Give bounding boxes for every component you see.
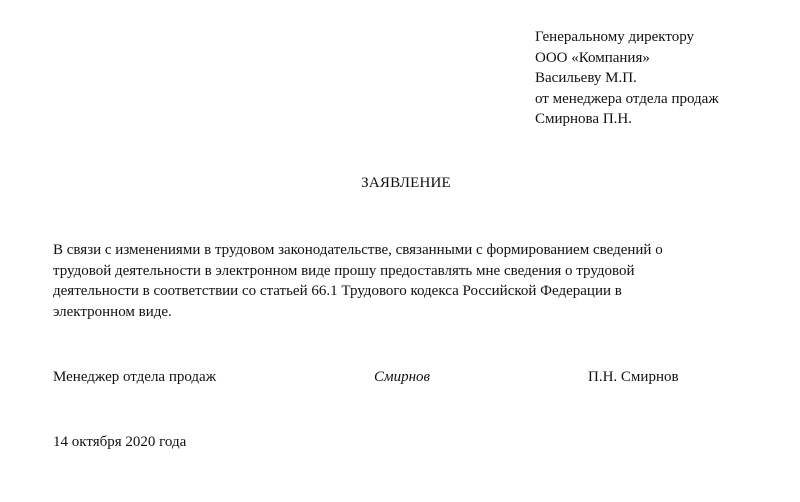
document-body xyxy=(53,240,773,322)
addressee-line: Васильеву М.П. xyxy=(535,70,637,86)
body-line: электронном виде. xyxy=(53,303,172,320)
handwritten-signature: Смирнов xyxy=(374,369,431,385)
body-line: деятельности в соответствии со статьей 66.1 Трудового кодекса Российской Федерации в xyxy=(53,283,622,299)
addressee-line: Смирнова П.Н. xyxy=(535,111,633,127)
body-line: трудовой деятельности в электронном виде прошу предоставлять мне сведения о трудовой xyxy=(53,262,635,279)
document-date: 14 октября 2020 года xyxy=(53,434,187,450)
addressee-line: от менеджера отдела продаж xyxy=(535,90,719,107)
addressee-block xyxy=(535,27,719,130)
addressee-line: ООО «Компания» xyxy=(535,49,650,66)
signer-name: П.Н. Смирнов xyxy=(588,369,679,385)
document-title: ЗАЯВЛЕНИЕ xyxy=(361,175,451,191)
addressee-line: Генеральному директору xyxy=(535,29,695,45)
body-line: В связи с изменениями в трудовом законодательстве, связанными с формированием сведений о xyxy=(53,242,663,258)
signer-position: Менеджер отдела продаж xyxy=(53,369,217,385)
